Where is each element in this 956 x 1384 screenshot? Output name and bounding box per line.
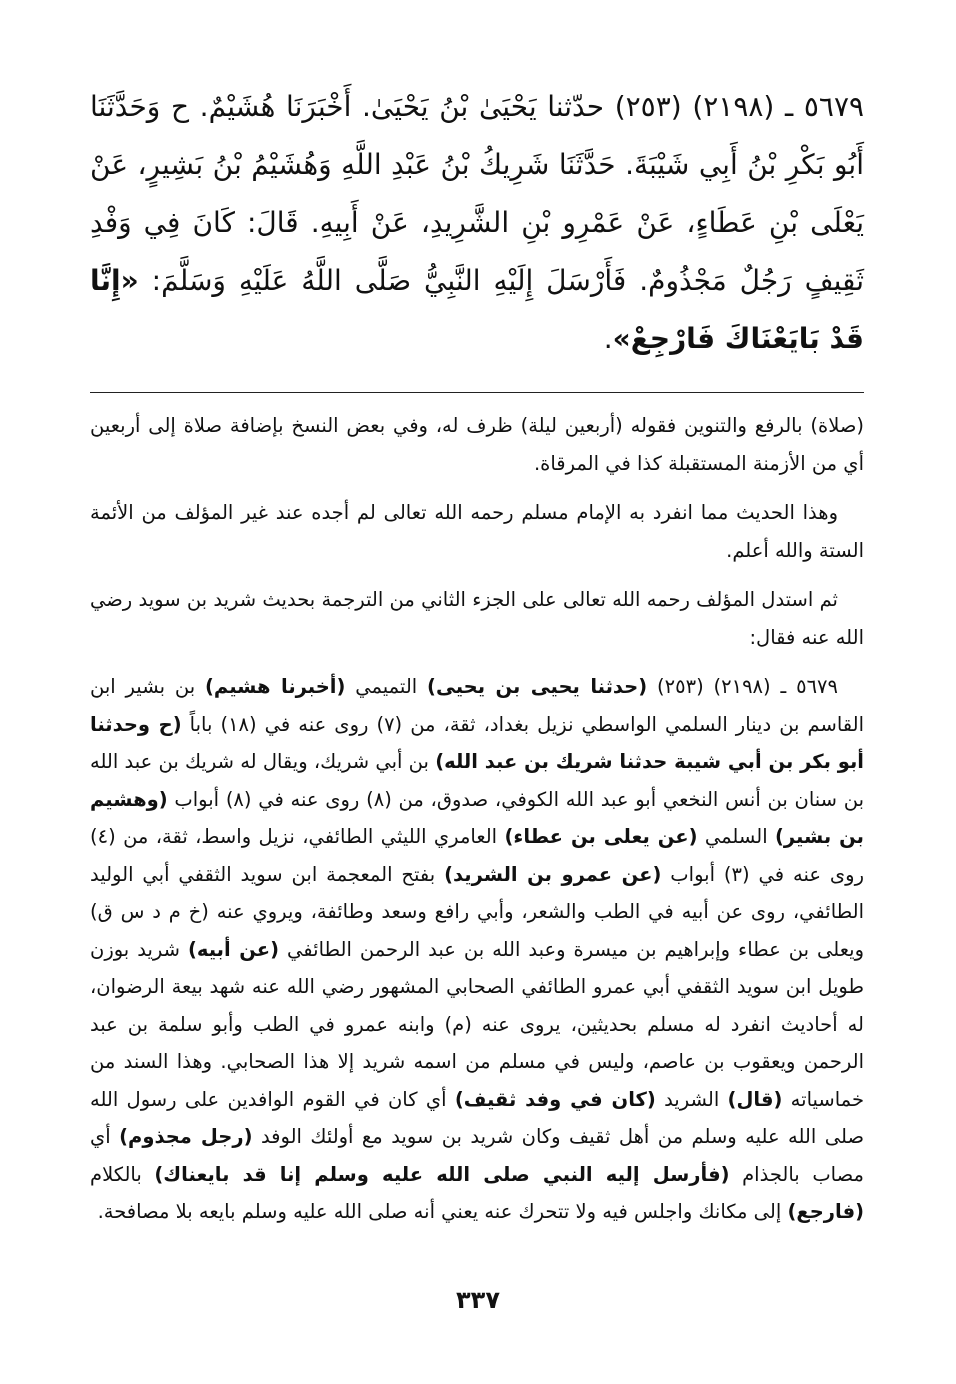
hadith-prophet-saying: «إِنَّا قَدْ بَايَعْنَاكَ فَارْجِعْ» — [90, 264, 864, 355]
commentary-paragraph-2 — [90, 494, 864, 569]
p4-quote: (قال) — [727, 1087, 783, 1111]
commentary-paragraph-2-text: وهذا الحديث مما انفرد به الإمام مسلم رحمه الله تعالى لم أجده عند غير المؤلف من الأئمة الستة والله أعلم. — [90, 501, 864, 562]
p4-text: أي كان في القوم الوافدين على رسول الله صلى الله عليه وسلم من أهل ثقيف وكان شريد بن سويد مع أولئك الوفد — [90, 1087, 865, 1148]
book-page — [90, 78, 864, 1344]
commentary-paragraph-1: (صلاة) بالرفع والتنوين فقوله (أربعين ليلة) ظرف له، وفي بعض النسخ بإضافة صلاة إلى أربعين أي من الأزمنة المستقبلة كذا في المرقاة. — [90, 414, 864, 475]
p4-quote: (ح وحدثنا أبو بكر بن أبي شيبة حدثنا شريك بن عبد الله) — [90, 712, 864, 773]
p4-text: بن بشير ابن القاسم بن دينار السلمي الواسطي نزيل بغداد، ثقة، من (٧) روى عنه في (١٨) باباً — [90, 675, 864, 736]
p4-text: ٥٦٧٩ ـ (٢١٩٨) (٢٥٣) — [647, 675, 838, 698]
p4-text: بن أبي شريك، ويقال له شريك بن عبد الله بن سنان بن أنس النخعي أبو عبد الله الكوفي، صدوق، من (٨) روى عنه في (٨) أبواب — [90, 750, 865, 811]
p4-text: أي مصاب بالجذام — [90, 1125, 864, 1186]
hadith-chain-and-matn: ٥٦٧٩ ـ (٢١٩٨) (٢٥٣) حدّثنا يَحْيَىٰ بْنُ يَحْيَىٰ. أَخْبَرَنَا هُشَيْمٌ. ح وَحَدَّثَنَا أَبُو بَكْرِ بْنُ أَبِي شَيْبَةَ. حَدَّثَنَا شَرِيكُ بْنُ عَبْدِ اللَّهِ وَهُشَيْمُ بْنُ بَشِيرٍ، عَنْ يَعْلَى بْنِ عَطَاءٍ، عَنْ عَمْرِو بْنِ الشَّرِيدِ، عَنْ أَبِيهِ. قَالَ: كَانَ فِي وَفْدِ ثَقِيفٍ رَجُلٌ مَجْذُومٌ. فَأَرْسَلَ إِلَيْهِ النَّبِيُّ صَلَّى اللَّهُ عَلَيْهِ وَسَلَّمَ: — [90, 90, 865, 297]
p4-quote: (وهشيم بن بشير) — [90, 787, 865, 848]
p4-text: إلى مكانك واجلس فيه ولا تتحرك عنه يعني أنه صلى الله عليه وسلم بايعه بلا مصافحة. — [97, 1200, 788, 1223]
p4-quote: (رجل مجذوم) — [119, 1125, 253, 1148]
page-number: ٣٣٧ — [456, 1286, 500, 1314]
p4-text: بالكلام — [90, 1162, 155, 1186]
commentary-section — [90, 407, 864, 1231]
p4-text: شريد بوزن طويل ابن سويد الثقفي أبي عمرو الطائفي الصحابي المشهور رضي الله عنه شهد بيعة الرضوان، له أحاديث انفرد له مسلم بحديثين، يروى عنه (م) وابنه عمرو في الطب وأبو سلمة بن عبد الرحمن ويعقوب بن عاصم، وليس في مسلم من اسمه شريد إلا هذا الصحابي. وهذا السند من خماسياته — [90, 937, 864, 1111]
hadith-end-mark: . — [603, 322, 613, 355]
hadith-text — [90, 78, 864, 368]
p4-text: الشريد — [655, 1087, 728, 1111]
p4-quote: (عن عمرو بن الشريد) — [444, 862, 662, 886]
p4-quote: (فأرسل إليه النبي صلى الله عليه وسلم إنا قد بايعناك) — [154, 1162, 730, 1186]
commentary-paragraph-4 — [90, 668, 864, 1231]
p4-quote: (حدثنا يحيى بن يحيى) — [427, 675, 648, 698]
p4-quote: (أخبرنا هشيم) — [205, 675, 346, 698]
p4-quote: (فارجع) — [787, 1200, 864, 1223]
p4-text: التميمي — [345, 675, 428, 698]
p4-quote: (عن يعلى بن عطاء) — [504, 825, 698, 848]
commentary-paragraph-3-text: ثم استدل المؤلف رحمه الله تعالى على الجزء الثاني من الترجمة بحديث شريد بن سويد رضي الله عنه فقال: — [90, 588, 864, 649]
p4-text: بفتح المعجمة ابن سويد الثقفي أبي الوليد الطائفي، روى عن أبيه في الطب والشعر، وأبي رافع وسعد وطائفة، ويروي عنه (خ م د س ق) ويعلى بن عطاء وإبراهيم بن ميسرة وعبد الله بن عبد الرحمن الطائفي — [90, 862, 864, 961]
p4-text: العامري الليثي الطائفي، نزيل واسط، ثقة، من (٤) روى عنه في (٣) أبواب — [90, 825, 865, 886]
p4-quote: (عن أبيه) — [187, 937, 280, 961]
commentary-paragraph-3 — [90, 581, 864, 656]
footnote-divider — [90, 392, 864, 393]
p4-text: السلمي — [697, 825, 776, 848]
p4-quote: (كان في وفد ثقيف) — [454, 1087, 656, 1111]
